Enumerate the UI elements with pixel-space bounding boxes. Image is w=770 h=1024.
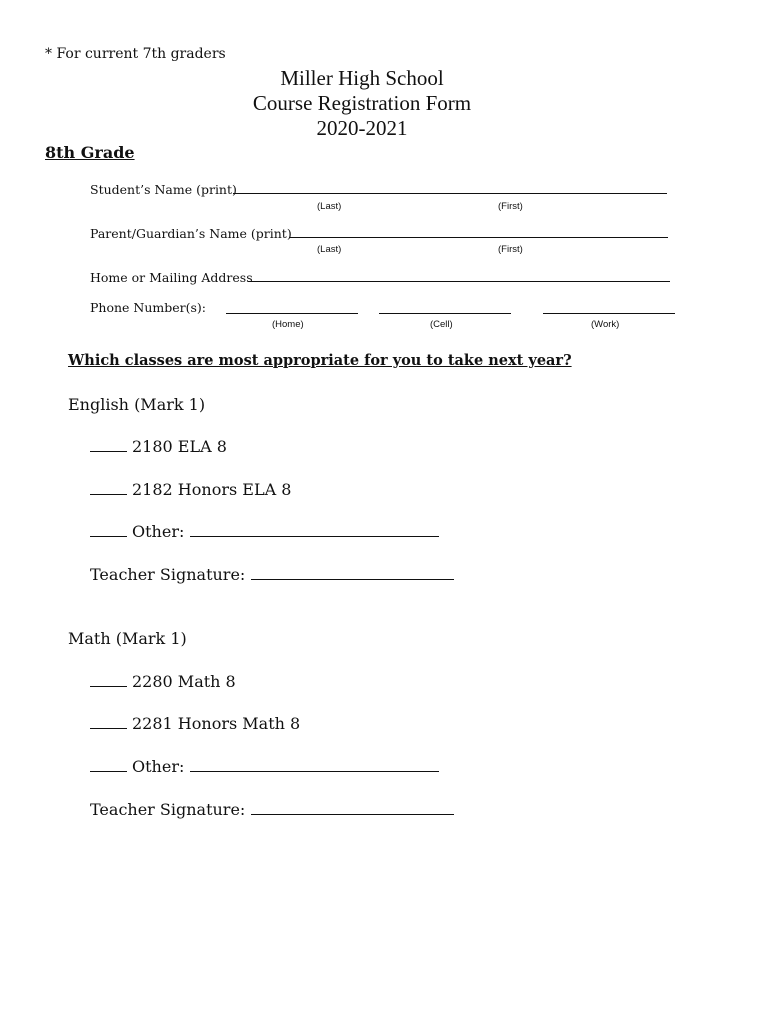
address-label: Home or Mailing Address — [90, 270, 253, 285]
student-last-caption: (Last) — [317, 201, 342, 212]
english-ela8-blank[interactable] — [90, 437, 127, 452]
math-math8-blank[interactable] — [90, 672, 127, 687]
option-label: 2280 Math 8 — [132, 672, 236, 691]
student-first-caption: (First) — [498, 201, 523, 212]
english-honors-blank[interactable] — [90, 480, 127, 495]
grade-heading: 8th Grade — [45, 143, 135, 162]
form-title: Course Registration Form — [252, 91, 472, 115]
home-phone-field[interactable] — [226, 313, 358, 314]
english-heading: English (Mark 1) — [68, 395, 206, 414]
english-option-other[interactable] — [90, 522, 439, 541]
footnote: * For current 7th graders — [45, 46, 226, 62]
math-honors-blank[interactable] — [90, 714, 127, 729]
option-label: 2182 Honors ELA 8 — [132, 480, 292, 499]
student-name-field[interactable] — [233, 193, 667, 194]
home-caption: (Home) — [272, 319, 304, 330]
classes-question: Which classes are most appropriate for you to take next year? — [68, 352, 572, 369]
option-label: 2281 Honors Math 8 — [132, 714, 301, 733]
school-name: Miller High School — [280, 66, 444, 90]
math-option-math8[interactable] — [90, 672, 236, 691]
option-label: 2180 ELA 8 — [132, 437, 227, 456]
math-other-blank[interactable] — [90, 757, 127, 772]
phone-label: Phone Number(s): — [90, 300, 207, 315]
school-year: 2020-2021 — [316, 116, 408, 140]
work-caption: (Work) — [591, 319, 620, 330]
english-option-ela8[interactable] — [90, 437, 227, 456]
work-phone-field[interactable] — [543, 313, 675, 314]
english-option-honors-ela8[interactable] — [90, 480, 291, 499]
parent-last-caption: (Last) — [317, 244, 342, 255]
math-option-honors-math8[interactable] — [90, 714, 300, 733]
signature-label: Teacher Signature: — [90, 565, 246, 584]
english-other-field[interactable] — [190, 522, 439, 537]
math-other-field[interactable] — [190, 757, 439, 772]
english-teacher-signature — [90, 565, 454, 584]
other-label: Other: — [132, 522, 185, 541]
math-option-other[interactable] — [90, 757, 439, 776]
other-label: Other: — [132, 757, 185, 776]
english-signature-field[interactable] — [251, 565, 454, 580]
math-heading: Math (Mark 1) — [68, 629, 187, 648]
parent-name-label: Parent/Guardian’s Name (print) — [90, 226, 292, 241]
parent-first-caption: (First) — [498, 244, 523, 255]
cell-phone-field[interactable] — [379, 313, 511, 314]
parent-name-field[interactable] — [289, 237, 668, 238]
student-name-label: Student’s Name (print) — [90, 182, 237, 197]
cell-caption: (Cell) — [430, 319, 453, 330]
math-teacher-signature — [90, 800, 454, 819]
english-other-blank[interactable] — [90, 522, 127, 537]
address-field[interactable] — [248, 281, 670, 282]
math-signature-field[interactable] — [251, 800, 454, 815]
signature-label: Teacher Signature: — [90, 800, 246, 819]
